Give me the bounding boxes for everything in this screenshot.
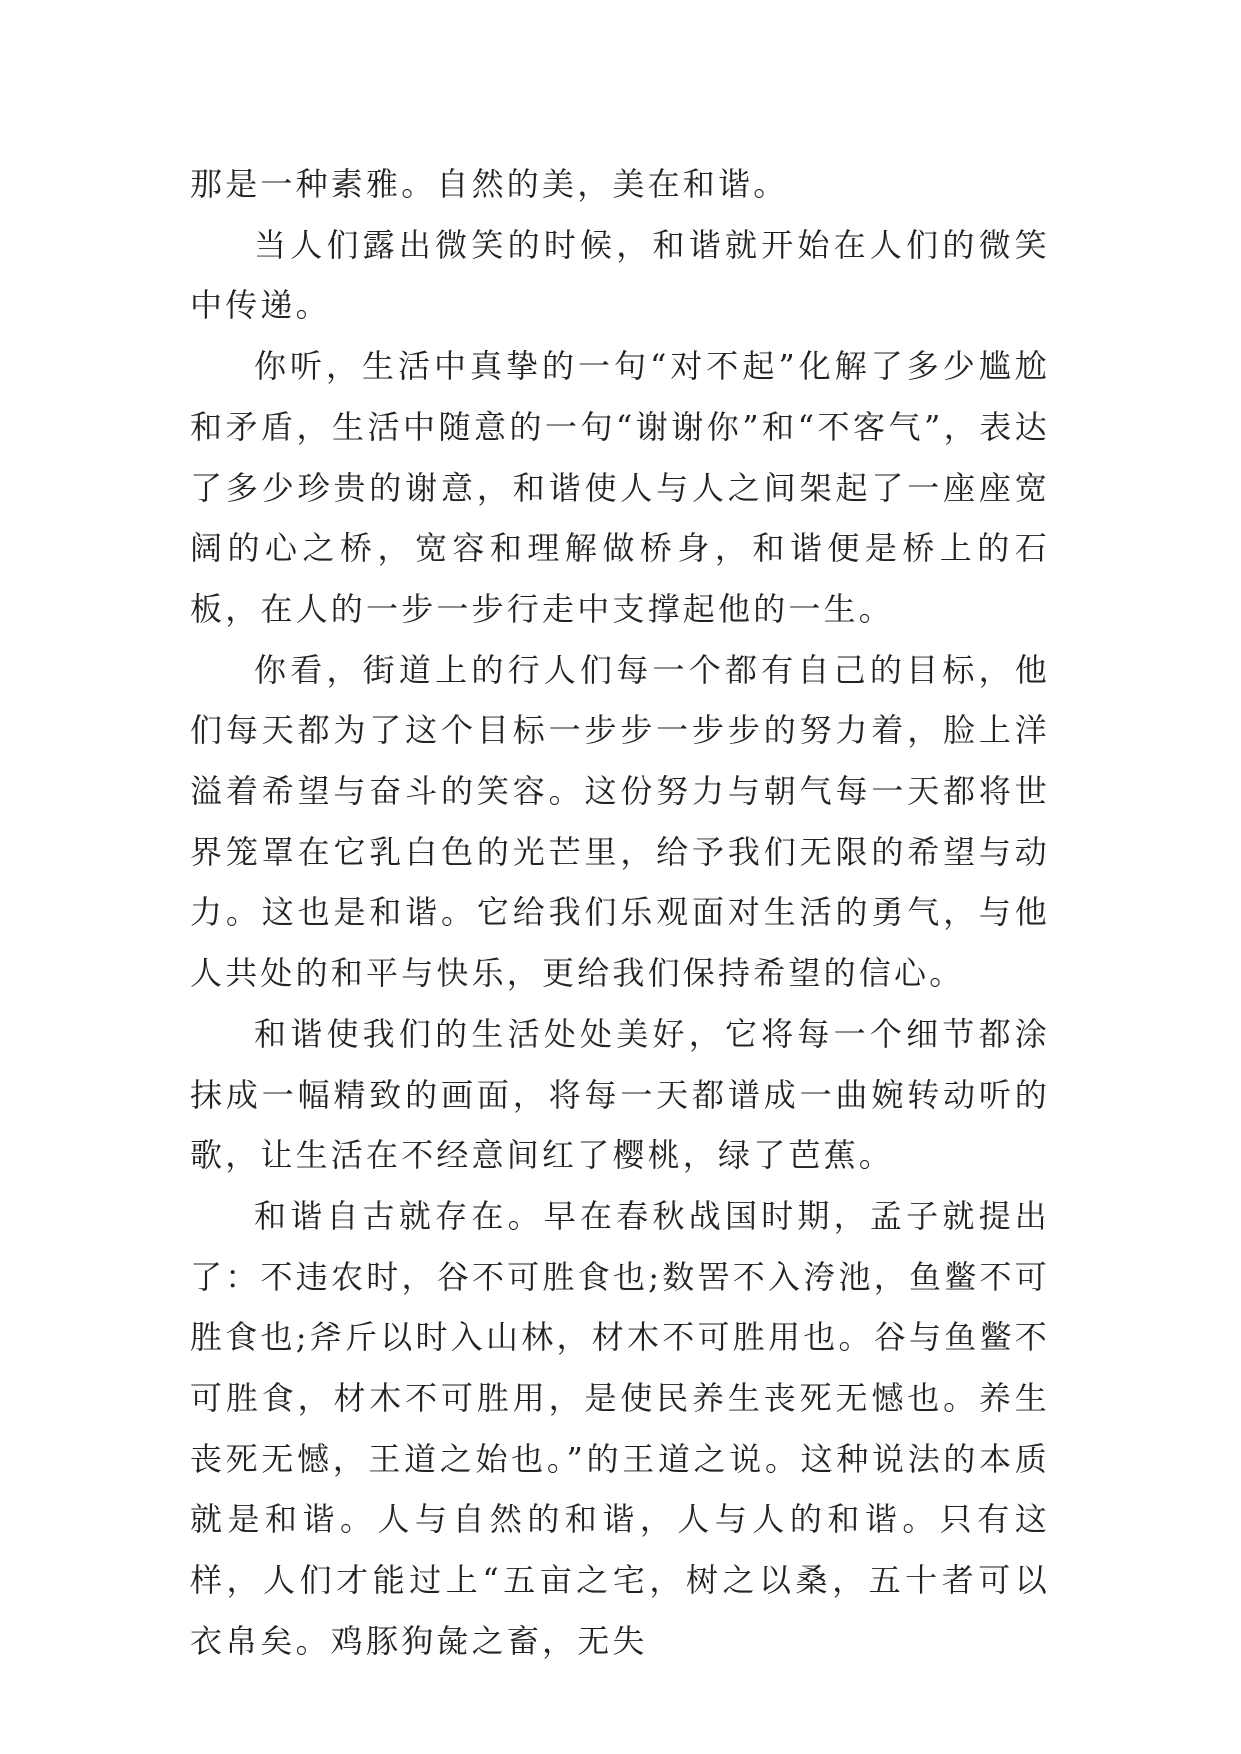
- paragraph-3: 你听，生活中真挚的一句“对不起”化解了多少尴尬和矛盾，生活中随意的一句“谢谢你”和“不客气”，表达了多少珍贵的谢意，和谐使人与人之间架起了一座座宽阔的心之桥，宽容和理解做桥身，和谐便是桥上的石板，在人的一步一步行走中支撑起他的一生。: [190, 347, 1050, 628]
- paragraph-5: 和谐使我们的生活处处美好，它将每一个细节都涂抹成一幅精致的画面，将每一天都谱成一曲婉转动听的歌，让生活在不经意间红了樱桃，绿了芭蕉。: [190, 1014, 1050, 1175]
- paragraph-1: 那是一种素雅。自然的美，美在和谐。: [190, 165, 789, 203]
- paragraph-2: 当人们露出微笑的时候，和谐就开始在人们的微笑中传递。: [190, 225, 1050, 325]
- document-body: [190, 154, 1050, 1672]
- paragraph-4: 你看，街道上的行人们每一个都有自己的目标，他们每天都为了这个目标一步步一步步的努力着，脸上洋溢着希望与奋斗的笑容。这份努力与朝气每一天都将世界笼罩在它乳白色的光芒里，给予我们无限的希望与动力。这也是和谐。它给我们乐观面对生活的勇气，与他人共处的和平与快乐，更给我们保持希望的信心。: [190, 650, 1050, 993]
- paragraph-6: 和谐自古就存在。早在春秋战国时期，孟子就提出了：不违农时，谷不可胜食也;数罟不入洿池，鱼鳖不可胜食也;斧斤以时入山林，材木不可胜用也。谷与鱼鳖不可胜食，材木不可胜用，是使民养生丧死无憾也。养生丧死无憾，王道之始也。”的王道之说。这种说法的本质就是和谐。人与自然的和谐，人与人的和谐。只有这样，人们才能过上“五亩之宅，树之以桑，五十者可以衣帛矣。鸡豚狗彘之畜，无失: [190, 1196, 1050, 1660]
